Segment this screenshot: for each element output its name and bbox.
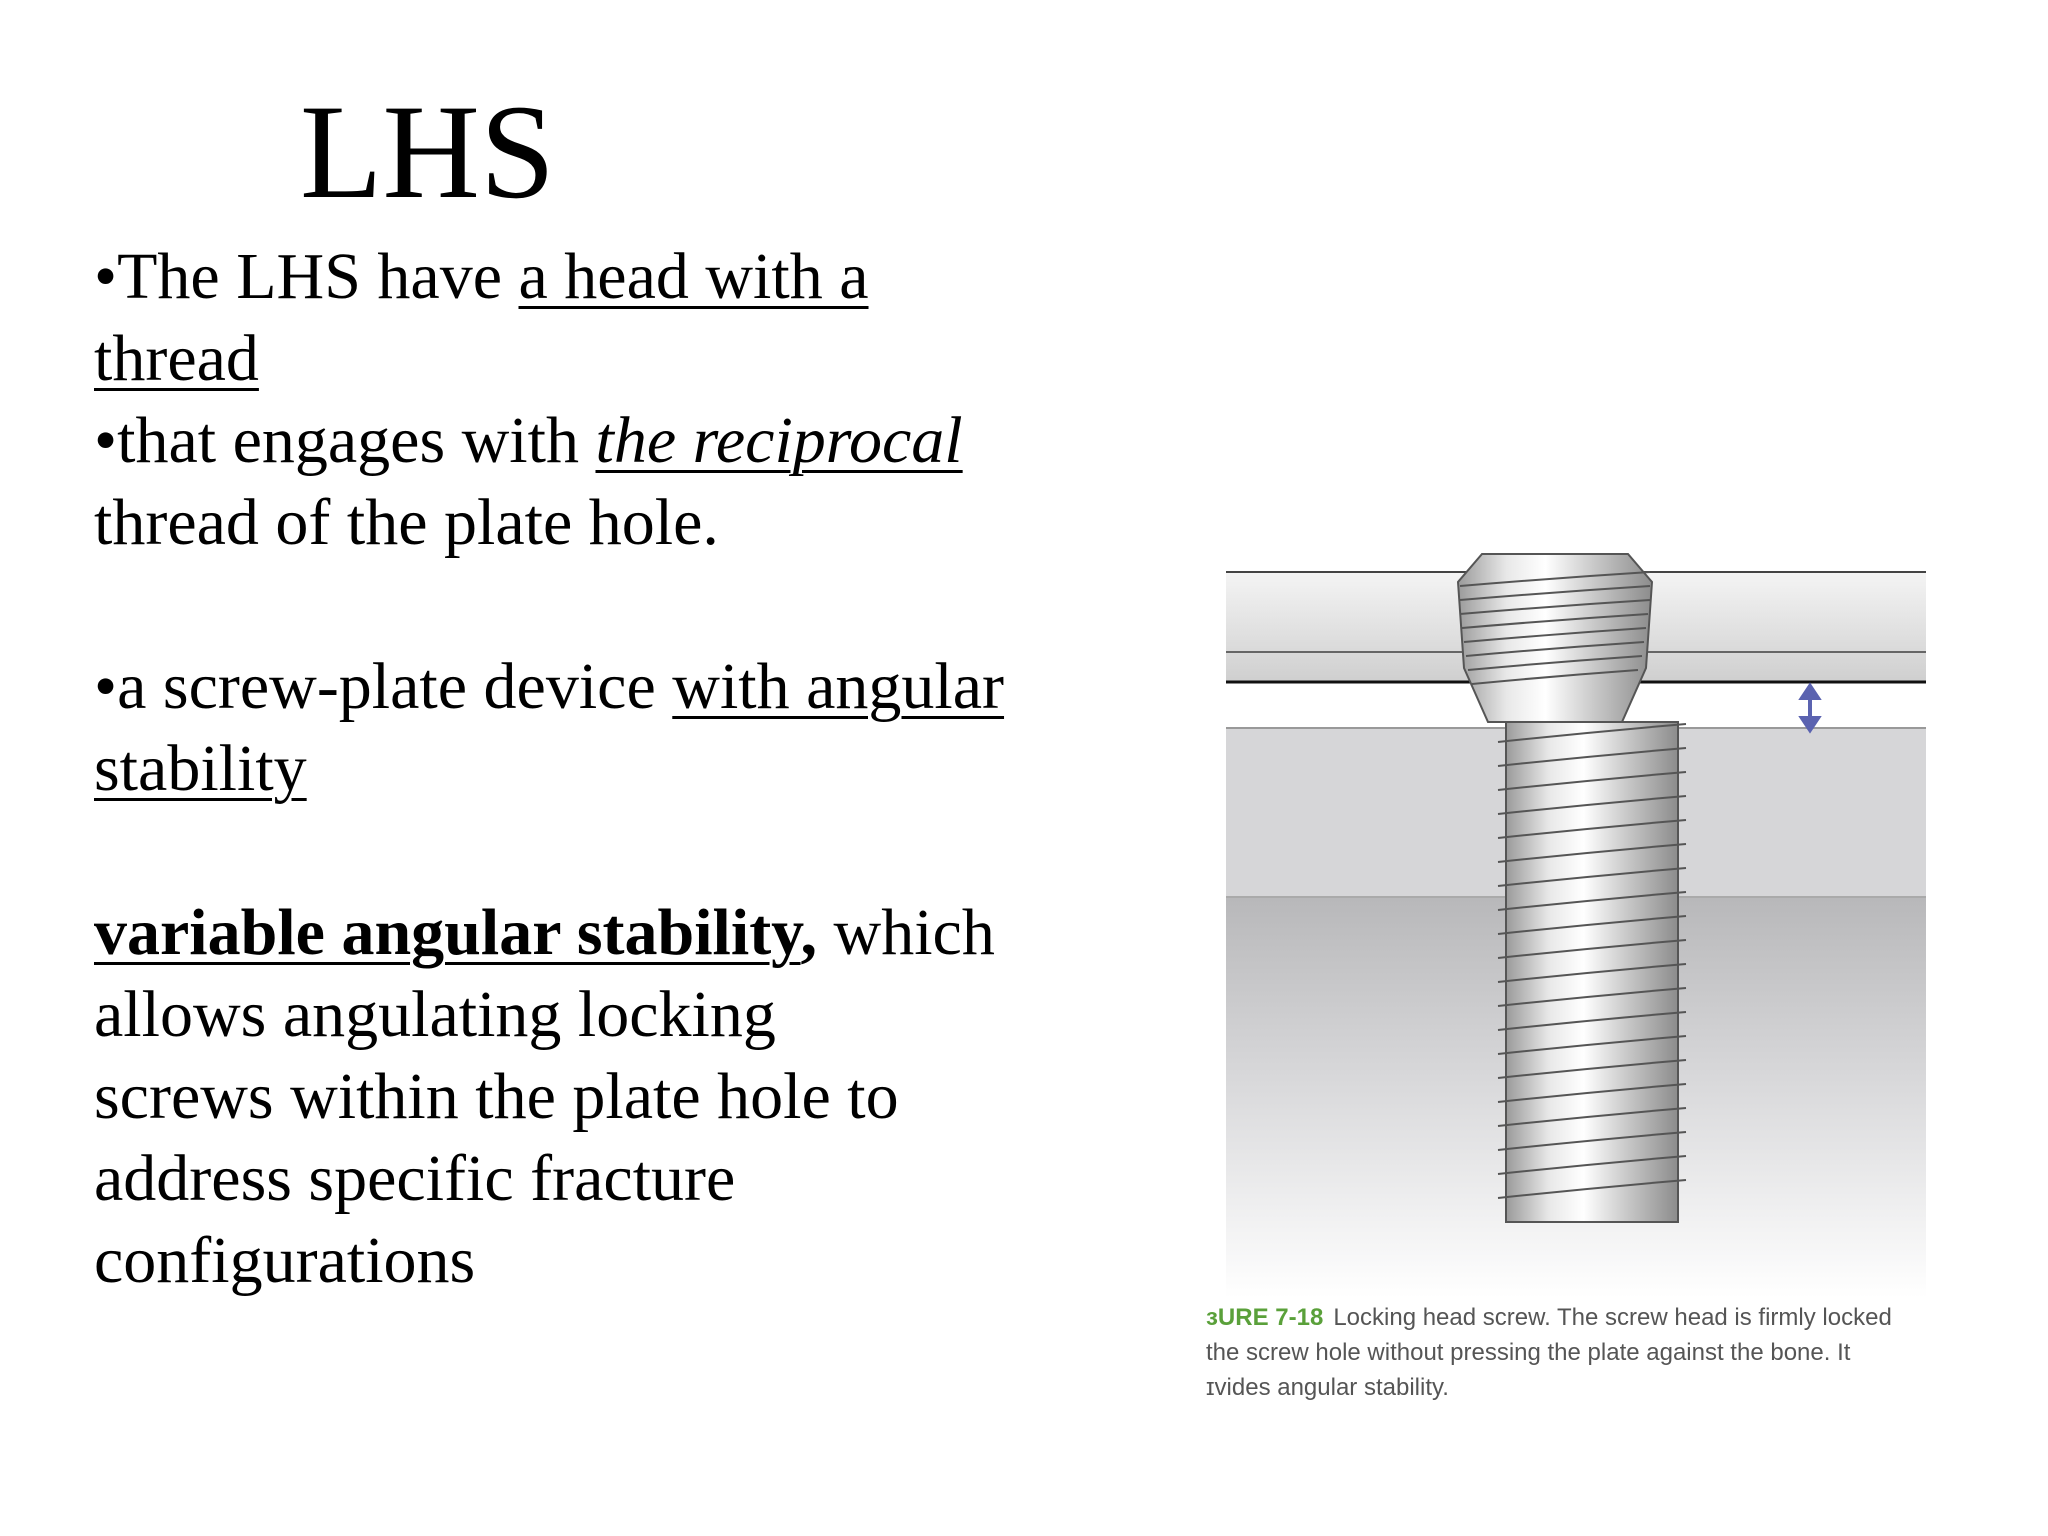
spacer [94,810,1094,892]
para4-bold: variable angular stability [94,896,801,969]
figure-label: ɜURE 7-18 [1206,1304,1324,1331]
para4-line4: address specific fracture [94,1142,736,1215]
caption-line2: the screw hole without pressing the plate against the bone. It [1206,1339,1851,1366]
bullet1-underlined: a head with a [518,240,869,313]
bullet2-rest: thread of the plate hole. [94,486,719,559]
bullet-head-thread [94,236,1094,400]
caption-line3: ɪvides angular stability. [1206,1374,1449,1401]
locking-screw-illustration [1210,520,1990,1300]
bullet3-underlined: with angular [672,650,1005,723]
para4-line2: allows angulating locking [94,978,776,1051]
bullet3-underlined-2: stability [94,732,307,805]
spacer [94,564,1094,646]
caption-line1: Locking head screw. The screw head is firmly locked [1333,1304,1892,1331]
para4-line3: screws within the plate hole to [94,1060,899,1133]
bullet-angular-stability [94,646,1094,810]
para4-comma: , [800,896,818,969]
figure-caption [1206,1300,1976,1405]
para4-line1: which [817,896,995,969]
bullet1-underlined-2: thread [94,322,259,395]
para4-line5: configurations [94,1224,476,1297]
bullet2-italic: the reciprocal [595,404,963,477]
locking-screw-figure [1210,520,1990,1420]
slide-body [94,236,1094,1302]
variable-angular-paragraph [94,892,1094,1302]
slide-title: LHS [300,78,556,227]
bullet1-prefix: •The LHS have [94,240,519,313]
bullet2-prefix: •that engages with [94,404,596,477]
bullet-reciprocal-thread [94,400,1094,564]
bullet3-prefix: •a screw-plate device [94,650,673,723]
